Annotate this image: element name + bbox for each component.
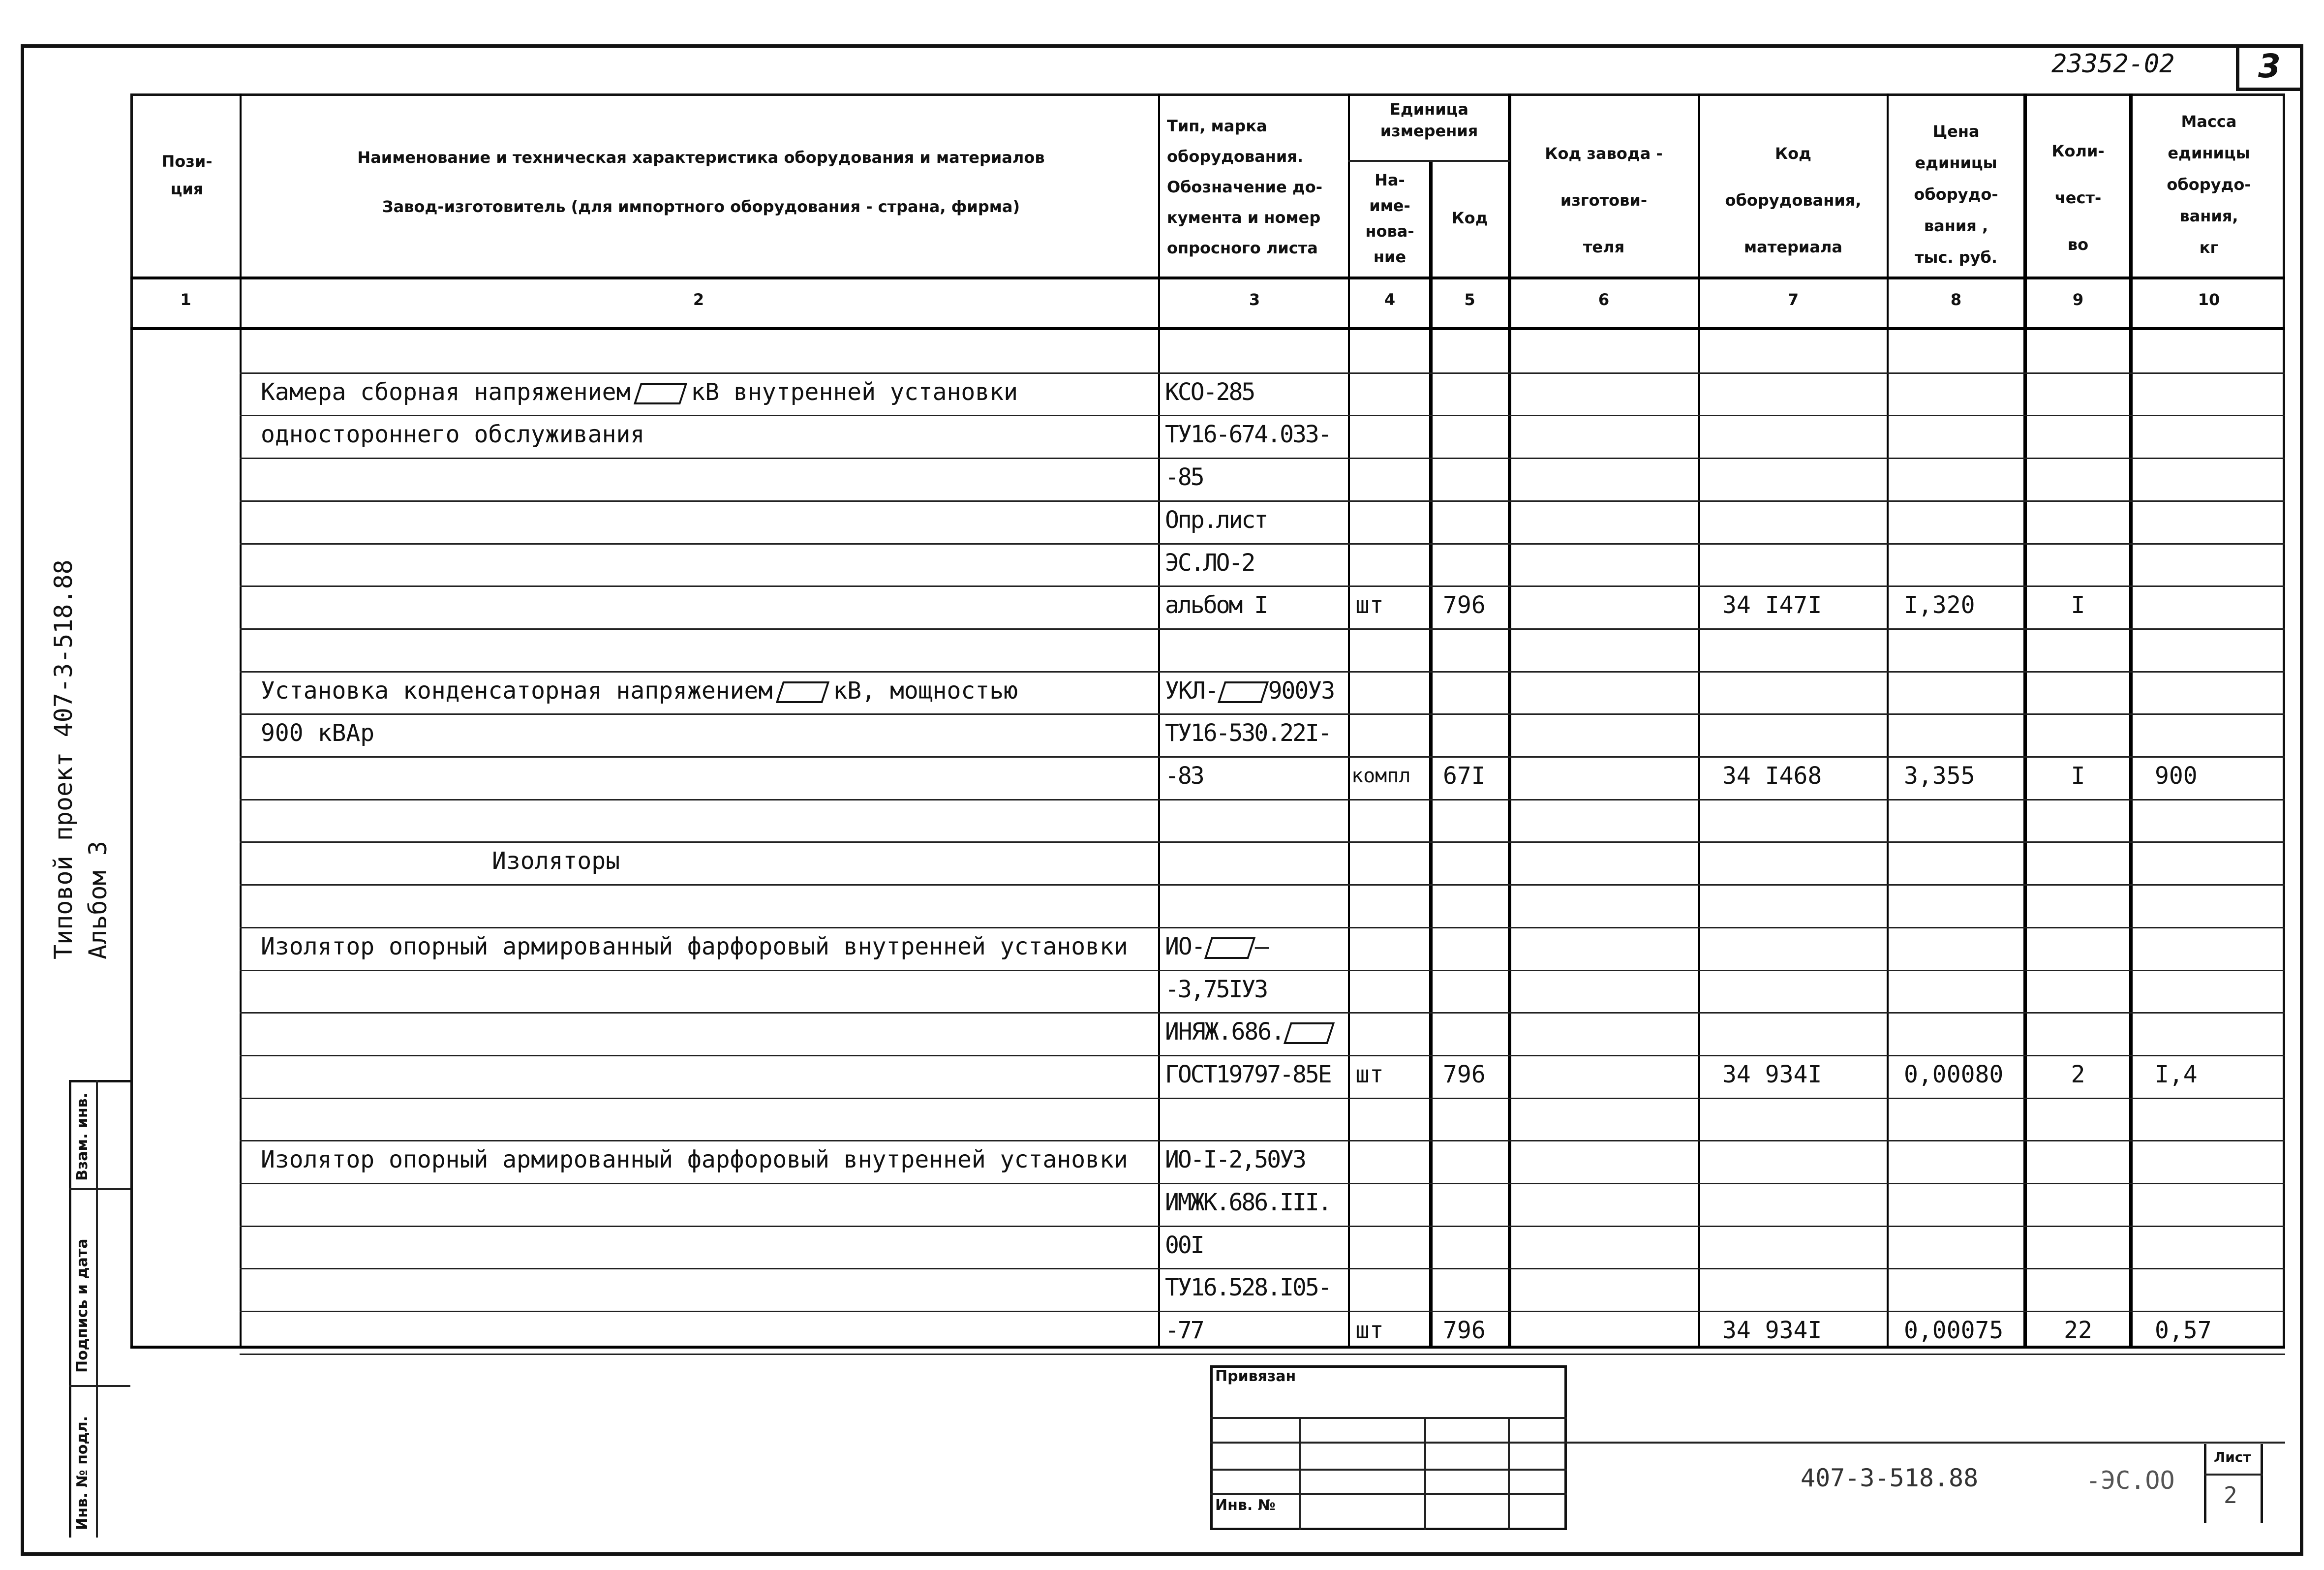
tb-line: [1210, 1493, 1567, 1495]
row-qty-cell: 2: [2071, 1060, 2085, 1088]
row-mass-cell: 0,57: [2155, 1317, 2212, 1345]
row-code-cell: 796: [1443, 1060, 1486, 1088]
tb-line: [1567, 1442, 2285, 1444]
row-price-cell: 0,00075: [1904, 1317, 2004, 1345]
row-mat-cell: 34 I47I: [1722, 591, 1822, 619]
tb-line: [1508, 1417, 1510, 1530]
col-line: [240, 93, 242, 1348]
row-type-cell: ИО- —: [1165, 932, 1268, 960]
row-name-cell: Изолятор опорный армированный фарфоровый внутренней установки: [261, 932, 1128, 960]
row-mat-cell: 34 934I: [1722, 1060, 1822, 1088]
row-unit-cell: шт: [1355, 1317, 1384, 1345]
header-name: Наименование и техническая характеристика оборудования и материалов Завод-изготовитель (для импортного оборудования - страна, фирма): [357, 148, 1045, 216]
row-code-cell: 796: [1443, 591, 1486, 619]
row-type-cell: альбом I: [1165, 591, 1267, 619]
row-type-cell: ТУ16-674.033-: [1165, 421, 1331, 449]
row-type-cell: -3,75IУ3: [1165, 975, 1267, 1003]
blank-box: [1217, 681, 1268, 703]
row-unit-cell: шт: [1355, 1060, 1384, 1088]
row-line: [240, 628, 2285, 630]
row-line: [240, 884, 2285, 886]
col-line: [1348, 93, 1350, 1348]
numbers-divider: [130, 327, 2285, 330]
tb-line: [1299, 1417, 1301, 1530]
row-type-cell: -83: [1165, 762, 1203, 790]
designation: 407-3-518.88: [1801, 1464, 1979, 1492]
stamp-inv-podl: Инв. № подл.: [74, 1416, 91, 1530]
row-line: [240, 1226, 2285, 1227]
corner-number: 3: [2258, 47, 2281, 85]
col-number: 9: [2072, 290, 2084, 309]
header-unit: Единица измерения: [1380, 100, 1478, 140]
row-price-cell: 3,355: [1904, 762, 1975, 790]
row-type-cell: КСО-285: [1165, 378, 1254, 406]
col-number: 3: [1249, 290, 1260, 309]
designation-suffix: -ЭС.ОО: [2086, 1466, 2175, 1495]
row-type-cell: ЭС.ЛО-2: [1165, 549, 1254, 577]
row-unit-cell: шт: [1355, 591, 1384, 619]
blank-box: [1204, 937, 1255, 959]
row-type-cell: ИМЖК.686.III.: [1165, 1189, 1331, 1216]
col-number: 2: [693, 290, 704, 309]
tb-line: [1210, 1417, 1567, 1419]
row-type-cell: 00I: [1165, 1231, 1203, 1259]
col-number: 1: [180, 290, 191, 309]
row-type-cell: ИНЯЖ.686.: [1165, 1010, 1334, 1054]
row-line: [240, 799, 2285, 800]
project-label: Типовой проект 407-3-518.88: [49, 559, 78, 959]
row-qty-cell: I: [2071, 762, 2085, 790]
header-factory-code: Код завода - изготови- теля: [1545, 144, 1663, 256]
privyazan-label: Привязан: [1215, 1368, 1296, 1385]
row-name-cell: Изоляторы: [492, 847, 620, 875]
inv-no-label: Инв. №: [1215, 1497, 1276, 1514]
col-line: [1698, 93, 1700, 1348]
row-qty-cell: 22: [2064, 1317, 2092, 1345]
doc-number: 23352-02: [2051, 49, 2175, 79]
row-type-cell: ТУ16-530.22I-: [1165, 719, 1331, 747]
row-mat-cell: 34 934I: [1722, 1317, 1822, 1345]
album-label: Альбом 3: [84, 841, 112, 959]
row-name-cell: Установка конденсаторная напряжением кВ, мощностью: [261, 677, 1018, 705]
row-type-cell: ГОСТ19797-85Е: [1165, 1060, 1331, 1088]
row-type-cell: -77: [1165, 1317, 1203, 1345]
blank-box: [776, 681, 829, 703]
col-number: 8: [1950, 290, 1962, 309]
row-qty-cell: I: [2071, 591, 2085, 619]
tb-line: [1210, 1442, 1567, 1444]
col-number: 6: [1598, 290, 1610, 309]
row-line: [240, 543, 2285, 545]
blank-box: [1284, 1022, 1335, 1044]
stamp-line: [69, 1188, 130, 1190]
list-label: Лист: [2214, 1449, 2251, 1465]
header-unit-code: Код: [1451, 209, 1488, 227]
col-line: [1158, 93, 1160, 1348]
row-line: [240, 458, 2285, 459]
blank-box: [634, 383, 687, 404]
col-line: [2023, 93, 2027, 1348]
col-line: [2129, 93, 2133, 1348]
row-code-cell: 67I: [1443, 762, 1486, 790]
row-price-cell: I,320: [1904, 591, 1975, 619]
header-type: Тип, марка оборудования. Обозначение до- кумента и номер опросного листа: [1167, 117, 1322, 257]
header-qty: Коли- чест- во: [2051, 142, 2105, 254]
row-type-cell: УКЛ- 900У3: [1165, 677, 1335, 705]
tb-line: [1424, 1417, 1426, 1530]
row-name-cell: одностороннего обслуживания: [261, 421, 645, 449]
header-position: Пози- ция: [161, 152, 213, 198]
tb-line: [2204, 1474, 2263, 1476]
stamp-podpis: Подпись и дата: [74, 1238, 91, 1373]
row-mat-cell: 34 I468: [1722, 762, 1822, 790]
row-unit-cell: компл: [1351, 765, 1411, 787]
row-line: [240, 1098, 2285, 1099]
row-line: [240, 756, 2285, 758]
header-divider: [130, 277, 2285, 279]
list-number: 2: [2224, 1482, 2237, 1508]
row-type-cell: -85: [1165, 463, 1203, 492]
header-material-code: Код оборудования, материала: [1725, 144, 1862, 256]
row-line: [240, 1354, 2285, 1355]
header-price: Цена единицы оборудо- вания , тыс. руб.: [1914, 122, 1998, 267]
row-name-cell: 900 кВАр: [261, 719, 375, 747]
stamp-vzam: Взам. инв.: [74, 1092, 91, 1181]
col-number: 10: [2198, 290, 2220, 309]
body-bottom: [130, 1346, 2285, 1349]
col-line: [1429, 160, 1433, 1348]
row-type-cell: ИО-I-2,50У3: [1165, 1146, 1305, 1174]
row-mass-cell: 900: [2155, 762, 2198, 790]
header-mass: Масса единицы оборудо- вания, кг: [2167, 112, 2251, 257]
col-line: [1887, 93, 1889, 1348]
col-number: 4: [1384, 290, 1396, 309]
row-type-cell: ТУ16.528.I05-: [1165, 1274, 1331, 1302]
col-number: 5: [1464, 290, 1475, 309]
col-line: [1508, 93, 1511, 1348]
unit-split: [1348, 160, 1510, 162]
row-name-cell: Изолятор опорный армированный фарфоровый внутренней установки: [261, 1146, 1128, 1174]
stamp-line: [69, 1385, 130, 1387]
col-number: 7: [1787, 290, 1799, 309]
row-type-cell: Опр.лист: [1165, 506, 1267, 534]
tb-line: [1210, 1469, 1567, 1471]
header-unit-name: На- име- нова- ние: [1365, 171, 1414, 266]
stamp-line: [96, 1080, 98, 1538]
row-code-cell: 796: [1443, 1317, 1486, 1345]
row-mass-cell: I,4: [2155, 1060, 2198, 1088]
row-price-cell: 0,00080: [1904, 1060, 2004, 1088]
row-name-cell: Камера сборная напряжением кВ внутренней установки: [261, 378, 1018, 406]
